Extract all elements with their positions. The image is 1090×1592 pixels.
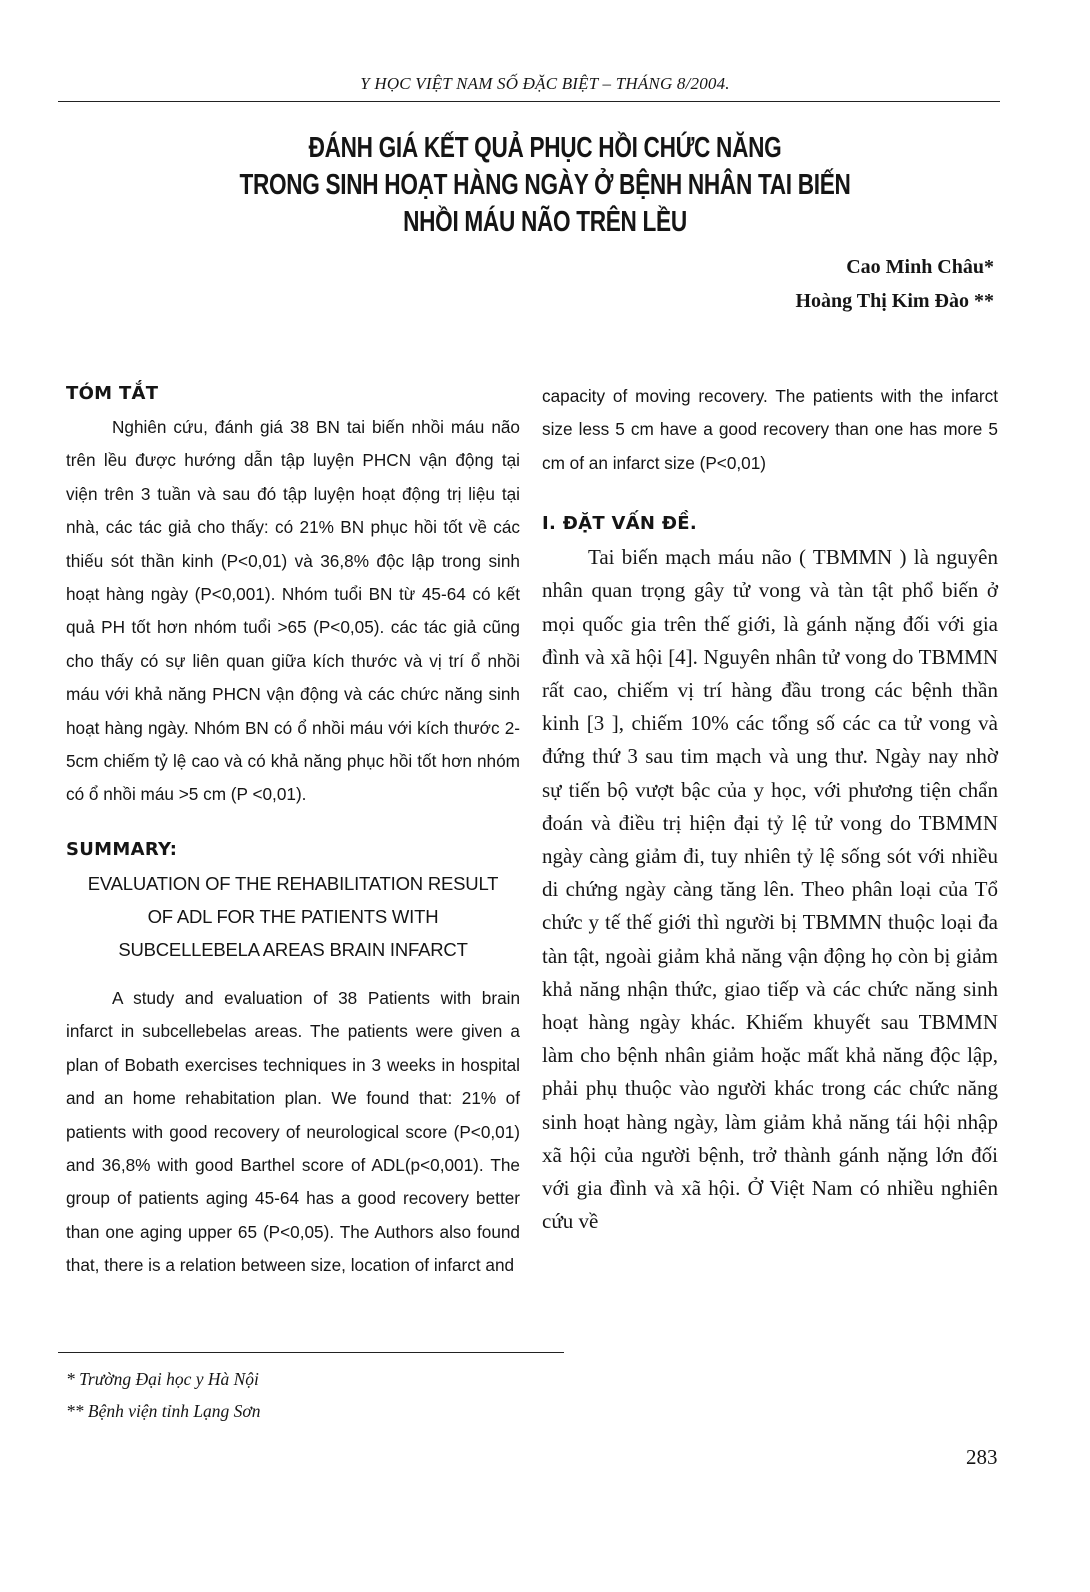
summary-text-right: capacity of moving recovery. The patients with the infarct size less 5 cm have a good recovery than one has more 5 cm of an infarct size (P<0,01)	[542, 386, 998, 473]
page-number: 283	[966, 1445, 998, 1469]
abstract-vi-heading: TÓM TẮT	[66, 383, 159, 404]
intro-text: Tai biến mạch máu não ( TBMMN ) là nguyên nhân quan trọng gây tử vong và tàn tật phổ biến ở mọi quốc gia trên thế giới, là gánh nặng đối với gia đình và xã hội [4]. Nguyên nhân tử vong do TBMMN rất cao, chiếm vị trí hàng đầu trong các bệnh thần kinh [3 ], chiếm 10% các tổng số các ca tử vong và đứng thứ 3 sau tim mạch và ung thư. Ngày nay nhờ sự tiến bộ vượt bậc của y học, với phương tiện chẩn đoán và điều trị hiện đại tỷ lệ tử vong do TBMMN ngày càng giảm đi, tuy nhiên tỷ lệ sống sót với nhiều di chứng ngày càng tăng lên. Theo phân loại của Tổ chức y tế thế giới thì người bị TBMMN thuộc loại đa tàn tật, ngoài giảm khả năng vận động họ còn bị giảm khả năng nhận thức, giao tiếp và các chức năng sinh hoạt hàng ngày khác. Khiếm khuyết sau TBMMN làm cho bệnh nhân giảm hoặc mất khả năng độc lập, phải phụ thuộc vào người khác trong các chức năng sinh hoạt hàng ngày, làm giảm khả năng tái hội nhập xã hội của người bệnh, trở thành gánh nặng lớn đối với gia đình và xã hội. Ở Việt Nam có nhiều nghiên cứu về	[542, 545, 998, 1234]
summary-text-left: A study and evaluation of 38 Patients with brain infarct in subcellebelas areas. The patients were given a plan of Bobath exercises techniques in 3 weeks in hospital and an home rehabitation plan. We found that: 21% of patients with good recovery of neurological score (P<0,01) and 36,8% with good Barthel score of ADL(p<0,001). The group of patients aging 45-64 has a good recovery better than one aging upper 65 (P<0,05). The Authors also found that, there is a relation between size, location of infarct and	[66, 987, 520, 1276]
summary-heading: SUMMARY:	[66, 838, 178, 860]
author-2: Hoàng Thị Kim Đào **	[795, 290, 994, 312]
author-1: Cao Minh Châu*	[846, 256, 994, 278]
title-line-2: TRONG SINH HOẠT HÀNG NGÀY Ở BỆNH NHÂN TAI BIẾN	[239, 169, 851, 201]
intro-heading: I. ĐẶT VẤN ĐỀ.	[542, 513, 697, 535]
footnote-2: ** Bệnh viện tỉnh Lạng Sơn	[66, 1401, 261, 1421]
title-line-1: ĐÁNH GIÁ KẾT QUẢ PHỤC HỒI CHỨC NĂNG	[308, 132, 782, 164]
summary-title	[66, 867, 520, 966]
summary-title-line-3: SUBCELLEBELA AREAS BRAIN INFARCT	[118, 938, 468, 960]
article-title	[214, 130, 877, 241]
journal-header: Y HỌC VIỆT NAM SỐ ĐẶC BIỆT – THÁNG 8/2004.	[360, 74, 730, 93]
title-line-3: NHỒI MÁU NÃO TRÊN LỀU	[403, 206, 687, 238]
header-rule	[58, 101, 1000, 102]
right-column	[542, 380, 998, 1238]
footnote-1: * Trường Đại học y Hà Nội	[66, 1369, 259, 1389]
author-list	[795, 250, 994, 318]
footnote-rule	[58, 1352, 564, 1353]
summary-title-line-2: OF ADL FOR THE PATIENTS WITH	[147, 905, 439, 927]
footnotes	[66, 1363, 261, 1427]
summary-title-line-1: EVALUATION OF THE REHABILITATION RESULT	[87, 872, 499, 894]
abstract-vi-text: Nghiên cứu, đánh giá 38 BN tai biến nhồi máu não trên lều được hướng dẫn tập luyện PHCN vận động tại viện trên 3 tuần và sau đó tập luyện hoạt động trị liệu tại nhà, các tác giả cho thấy: có 21% BN phục hồi tốt về các thiếu sót thần kinh (P<0,01) và 36,8% độc lập trong sinh hoạt hàng ngày (P<0,001). Nhóm tuổi BN từ 45-64 có kết quả PH tốt hơn nhóm tuổi >65 (P<0,05). các tác giả cũng cho thấy có sự liên quan giữa kích thước và vị trí ổ nhồi máu với khả năng PHCN vận động và các chức năng sinh hoạt hàng ngày. Nhóm BN có ổ nhồi máu với kích thước 2-5cm chiếm tỷ lệ cao và có khả năng phục hồi tốt hơn nhóm có ổ nhồi máu >5 cm (P <0,01).	[66, 417, 520, 805]
left-column	[66, 380, 520, 1283]
